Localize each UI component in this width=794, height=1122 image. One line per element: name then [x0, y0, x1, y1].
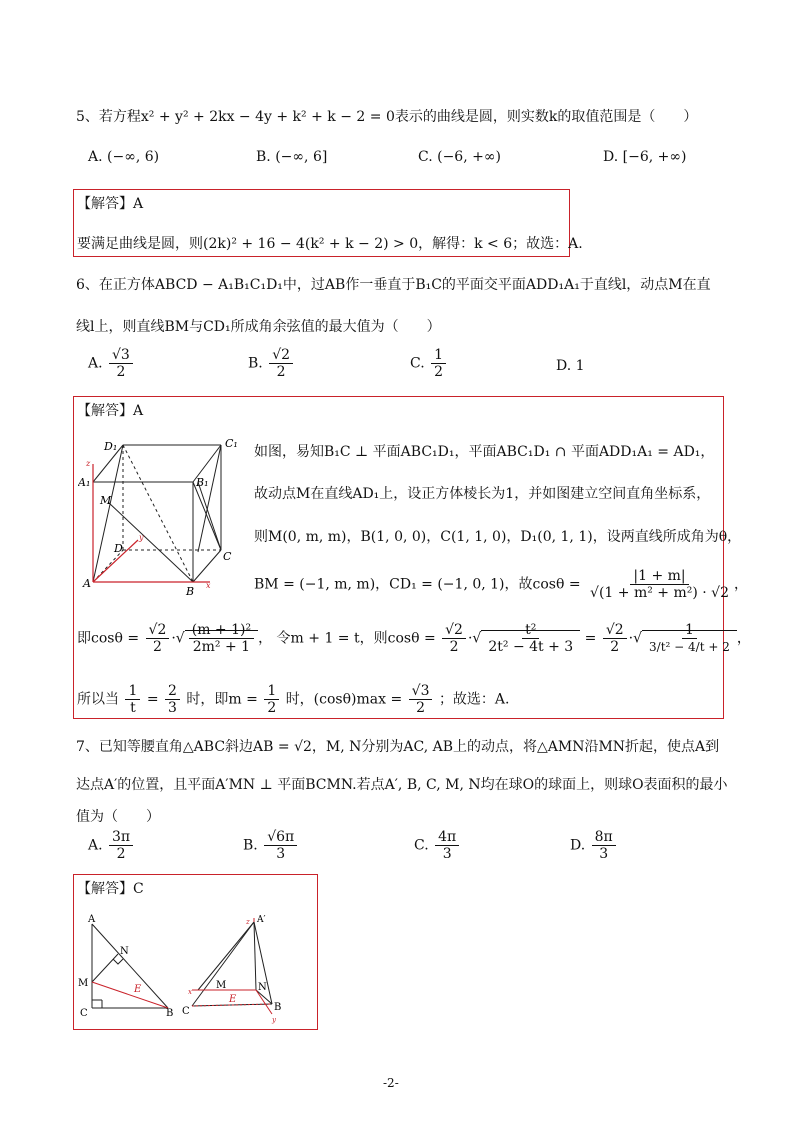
r-label-m: M	[216, 980, 227, 991]
q7-stem-line3: 值为（ ）	[76, 809, 160, 825]
l-label-c: C	[80, 1008, 88, 1019]
q7-answer-title: 【解答】C	[77, 881, 144, 897]
q6-solution-line4: BM = (−1, m, m)，CD₁ = (−1, 0, 1)，故cosθ = $\frac{|1 + m|}{\text{√(1 + m² + m²) · √2}}$ ，	[254, 568, 749, 602]
q6-option-c: C. $\frac{1}{2}$	[410, 347, 448, 380]
l-label-b: B	[166, 1008, 174, 1019]
label-c: C	[223, 550, 232, 563]
q6-solution-line2: 故动点M在直线AD₁上，设正方体棱长为1，并如图建立空间直角坐标系，	[254, 486, 711, 502]
q5-answer-title: 【解答】A	[77, 196, 144, 212]
q7-stem-line2: 达点A′的位置，且平面A′MN ⊥ 平面BCMN.若点A′, B, C, M, N均在球O的球面上，则球O表面积的最小	[76, 777, 728, 793]
q6-solution-line1: 如图，易知B₁C ⊥ 平面ABC₁D₁，平面ABC₁D₁ ∩ 平面ADD₁A₁ = AD₁，	[254, 444, 715, 460]
r-label-b: B	[274, 1002, 282, 1013]
q6-option-d: D. 1	[556, 358, 585, 374]
r-label-n: N	[258, 982, 267, 993]
q7-option-d: D. $\frac{8\pi}{3}$	[570, 829, 618, 862]
label-a: A	[83, 577, 91, 590]
q7-triangle-figures	[76, 910, 316, 1028]
l-label-m: M	[78, 978, 89, 989]
q5-option-a: A. (−∞, 6)	[88, 149, 160, 165]
label-c1: C₁	[225, 437, 238, 450]
l-label-e: E	[134, 984, 142, 995]
q5-option-c: C. (−6, +∞)	[418, 149, 501, 165]
label-a1: A₁	[78, 476, 91, 489]
q5-option-b: B. (−∞, 6]	[256, 149, 328, 165]
q6-stem-line2: 线l上，则直线BM与CD₁所成角余弦值的最大值为（ ）	[76, 319, 441, 335]
label-m: M	[100, 494, 112, 507]
label-d: D	[114, 542, 123, 555]
q7-stem-line1: 7、已知等腰直角△ABC斜边AB = √2，M, N分别为AC, AB上的动点，将△AMN沿MN折起，使点A到	[76, 739, 720, 755]
r-label-a-prime: A′	[257, 915, 266, 925]
r-label-c: C	[182, 1006, 190, 1017]
q6-answer-title: 【解答】A	[77, 403, 144, 419]
q6-option-b: B. $\frac{√2}{2}$	[248, 347, 295, 380]
page-number: -2-	[383, 1076, 399, 1090]
q5-stem: 5、若方程x² + y² + 2kx − 4y + k² + k − 2 = 0表示的曲线是圆，则实数k的取值范围是（ ）	[76, 109, 698, 125]
label-y: y	[139, 533, 144, 542]
l-label-a: A	[88, 914, 96, 925]
q5-option-d: D. [−6, +∞)	[603, 149, 687, 165]
r-label-z: z	[246, 918, 250, 926]
q6-cube-figure	[78, 432, 248, 602]
label-b: B	[186, 585, 195, 598]
q6-solution-line6: 所以当 $\frac{1}{t}$ = $\frac{2}{3}$ 时，即m = $\frac{1}{2}$ 时，(cosθ)max = $\frac{√3}{2}$ ；故选：A.	[77, 683, 510, 717]
label-x: x	[206, 581, 211, 590]
r-label-y: y	[272, 1016, 276, 1024]
q6-stem-line1: 6、在正方体ABCD − A₁B₁C₁D₁中，过AB作一垂直于B₁C的平面交平面ADD₁A₁于直线l，动点M在直	[76, 277, 711, 293]
l-label-n: N	[120, 946, 129, 957]
label-b1: B₁	[196, 476, 209, 489]
q7-option-c: C. $\frac{4\pi}{3}$	[414, 829, 461, 862]
q7-option-b: B. $\frac{√6\pi}{3}$	[243, 829, 299, 862]
label-z: z	[86, 459, 91, 468]
q6-option-a: A. $\frac{√3}{2}$	[88, 347, 135, 380]
q6-solution-line5: 即cosθ = $\frac{√2}{2}$ ·√ $\frac{\text{(m + 1)²}}{\text{2m² + 1}}$ ， 令m + 1 = t，则cosθ = $\frac{√2}{2}$ ·√ $\frac{\text{t²}}{\text{2t² − 4t + 3}}$ = $\frac{√2}{2}$ ·√ $\frac{1}{\text{3/t² − 4/t + 2}}$ ，	[77, 622, 751, 656]
q5-answer-text: 要满足曲线是圆，则(2k)² + 16 − 4(k² + k − 2) > 0，解得：k < 6；故选：A.	[77, 236, 583, 252]
label-d1: D₁	[104, 440, 118, 453]
q6-solution-line3: 则M(0, m, m)，B(1, 0, 0)，C(1, 1, 0)，D₁(0, 1, 1)，设两直线所成角为θ，	[254, 529, 742, 545]
r-label-e: E	[229, 994, 237, 1005]
q7-option-a: A. $\frac{3\pi}{2}$	[88, 829, 135, 862]
r-label-x: x	[188, 988, 192, 996]
